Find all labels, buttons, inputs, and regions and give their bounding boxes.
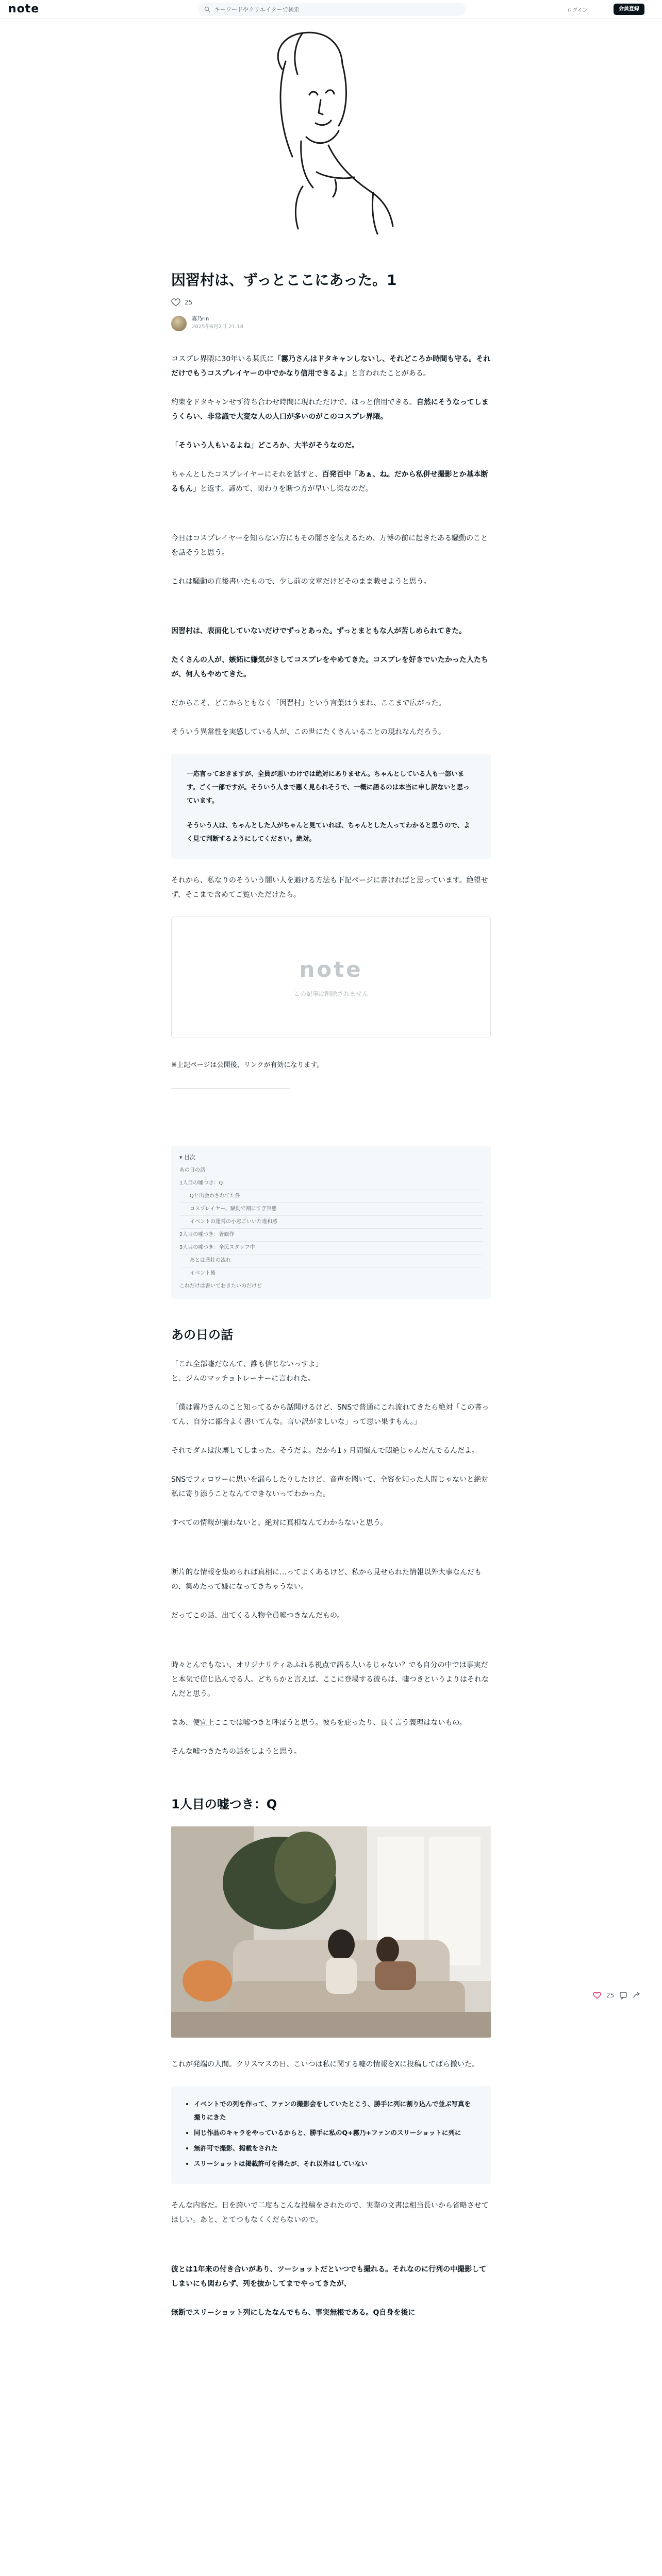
paragraph: すべての情報が揃わないと、絶対に真相なんてわからないと思う。 (171, 1518, 388, 1527)
article-photo (171, 1826, 491, 2038)
quote-text: 一応言っておきますが、全員が悪いわけでは絶対にありません。ちゃんとしている人も一部います。ごく一部ですが。そういう人まで悪く見られそうで、一概に語るのは本当に申し訳ないと思っています。 (187, 769, 470, 804)
toc-item[interactable]: イベント後 (179, 1267, 483, 1280)
paragraph: 「これ全部嘘だなんて、誰も信じないっすよ」 と、ジムのマッチョトレーナーに言われた。 (171, 1360, 323, 1383)
paragraph: ※上記ページは公開後、リンクが有効になります。 (171, 1061, 324, 1069)
paragraph: 今日はコスプレイヤーを知らない方にもその闇さを伝えるため、万博の前に起きたある騒動のことを話そうと思う。 (171, 534, 488, 557)
toc-toggle[interactable]: ▾ 目次 (179, 1154, 196, 1161)
article-body (171, 352, 491, 2320)
toc-item[interactable]: イベントの運営の小窓ごいいた違和感 (179, 1216, 483, 1229)
author-name[interactable]: 霧乃rin (192, 316, 209, 323)
publish-date: 2025年6月2日 21:18 (192, 324, 244, 330)
embed-card[interactable] (171, 917, 491, 1038)
section-heading: 1人目の嘘つき：Q (171, 1797, 277, 1811)
paragraph: 彼とは1年来の付き合いがあり、ツーショットだといつでも撮れる。それなのに行列の中撮影してしまいにも関わらず、列を抜かしてまでやってきたが、 (171, 2265, 487, 2288)
paragraph: 時々とんでもない、オリジナリティあふれる視点で語る人いるじゃない？でも自分の中では事実だと本気で信じ込んでる人。どちらかと言えば、ここに登場する彼らは、嘘つきというよりはそれなんだと思う。 (171, 1660, 489, 1698)
search-input[interactable] (214, 6, 460, 13)
share-icon[interactable] (633, 1991, 641, 1999)
toc-item[interactable]: 2人目の嘘つき：著観作 (179, 1229, 483, 1242)
paragraph: そんな内容だ。日を跨いで二度もこんな投稿をされたので、実際の文書は相当長いから省略させてほしい。あと、とてつもなくくだらないので。 (171, 2201, 489, 2224)
paragraph: これは騒動の直後書いたもので、少し前の文章だけどそのまま載せようと思う。 (171, 577, 431, 586)
paragraph: 因習村は、表面化していないだけでずっとあった。ずっとまともな人が苦しめられてきた。 (171, 626, 467, 635)
list-item: • 無許可で撮影、掲載をされた (194, 2142, 473, 2155)
toc-item[interactable]: コスプレイヤー、騒動で割にすぎ容態 (179, 1203, 483, 1216)
section-heading: あの日の話 (171, 1327, 233, 1342)
paragraph: 「僕は霧乃さんのこと知ってるから話聞けるけど、SNSで普通にこれ流れてきたら絶対「この書ってん、自分に都合よく書いてんな。言い訳がましいな」って思い果すもん。」 (171, 1403, 489, 1426)
embed-message: この記事は削除されません (293, 990, 368, 997)
paragraph: 約束をドタキャンせず待ち合わせ時間に現れただけで、ほっと信用できる。自然にそうなってしまうくらい、非常識で大変な人の人口が多いのがこのコスプレ界隈。 (171, 398, 489, 421)
paragraph: それから、私なりのそういう闇い人を避ける方法も下記ページに書けれぱと思っています。絶望せず、そこまで含めてご覧いただけたら。 (171, 876, 488, 899)
search-icon (204, 6, 210, 12)
comment-icon[interactable] (619, 1991, 627, 1999)
toc-item[interactable]: 3人目の嘘つき：全民スタッフ中 (179, 1242, 483, 1255)
list-item: • スリーショットは掲載許可を得たが、それ以外はしていない (194, 2157, 473, 2171)
login-link[interactable]: ログイン (567, 8, 588, 13)
search-box[interactable] (198, 3, 466, 16)
paragraph: それでダムは決壊してしまった。そうだよ。だから1ヶ月間悩んで悶絶じゃんだんでるんだよ。 (171, 1446, 479, 1455)
like-count: 25 (185, 298, 193, 306)
author-block[interactable] (171, 316, 491, 331)
list-item: • 同じ作品のキャラをやっているからと、勝手に私のQ+霧乃+ファンのスリーショットに列に (194, 2126, 473, 2140)
paragraph: これが発端の人間。クリスマスの日、こいつは私に関する嘘の情報をXに投稿してばら撒いた。 (171, 2060, 479, 2069)
site-header (0, 0, 662, 19)
paragraph: 「そういう人もいるよね」どころか、大半がそうなのだ。 (171, 441, 359, 450)
toc-item[interactable]: 1人目の嘘つき：Q (179, 1177, 483, 1190)
blockquote (171, 754, 491, 859)
paragraph: そういう異常性を実感している人が、この世にたくさんいることの現れなんだろう。 (171, 727, 445, 736)
heart-icon[interactable] (593, 1992, 601, 1999)
paragraph: ちゃんとしたコスプレイヤーにそれを話すと、百発百中「あぁ、ね。だから私併せ撮影とか基本断るもん」と返す。諦めて、関わりを断つ方が早いし楽なのだ。 (171, 470, 488, 493)
signup-button[interactable]: 会員登録 (614, 4, 644, 15)
list-item: • イベントでの列を作って、ファンの撮影会をしていたとこう、勝手に列に割り込んで並ぶ写真を撮りにきた (194, 2097, 473, 2124)
paragraph: 断片的な情報を集められば真相に…ってよくあるけど、私から見せられた情報以外大事なんだもの、集めたって嫌になってきちゃうない。 (171, 1568, 482, 1591)
paragraph: SNSでフォロワーに思いを漏らしたりしたけど、音声を聞いて、全容を知った人間じゃないと絶対私に寄り添うことなんてできないってわかった。 (171, 1475, 489, 1498)
paragraph: そんな嘘つきたちの話をしようと思う。 (171, 1747, 301, 1756)
toc-item[interactable]: Qと出会わされてた件 (179, 1190, 483, 1203)
paragraph: だからこそ、どこからともなく「因習村」という言葉はうまれ、ここまで広がった。 (171, 699, 446, 707)
hero-illustration (171, 23, 491, 249)
bullet-list (171, 2086, 491, 2184)
paragraph: まあ、便宜上ここでは嘘つきと呼ぼうと思う。彼らを庇ったり、良く言う義理はないもの。 (171, 1718, 467, 1727)
heart-icon[interactable] (171, 298, 180, 307)
toc-item[interactable]: あの日の話 (179, 1164, 483, 1177)
like-count: 25 (606, 1992, 615, 1999)
like-area[interactable] (171, 298, 491, 307)
toc-item[interactable]: あとは悲壮の流れ (179, 1255, 483, 1267)
paragraph: だってこの話、出てくる人物全員嘘つきなんだもの。 (171, 1611, 344, 1620)
embed-note-logo: note (299, 956, 363, 982)
article-title: 因習村は、ずっとここにあった。1 (171, 272, 397, 289)
paragraph: 無断でスリーショット列にしたなんでもら、事実無根である。Q自身を後に (171, 2308, 416, 2317)
note-logo[interactable]: note (8, 3, 40, 15)
floating-action-bar (593, 1991, 641, 1999)
quote-text: そういう人は、ちゃんとした人がちゃんと見ていれば、ちゃんとした人ってわかると思うので、よく見て判断するようにしてください。絶対。 (187, 821, 470, 842)
toc-item[interactable]: これだけは書いておきたいのだけど (179, 1283, 262, 1289)
table-of-contents (171, 1146, 491, 1299)
paragraph: たくさんの人が、嫉妬に嫌気がさしてコスプレをやめてきた。コスプレを好きでいたかった人たちが、何人もやめてきた。 (171, 655, 488, 679)
avatar[interactable] (171, 316, 187, 331)
paragraph: コスプレ界隈に30年いる某氏に「霧乃さんはドタキャンしないし、それどころか時間も守る。それだけでもうコスプレイヤーの中でかなり信用できるよ」と言われたことがある。 (171, 354, 491, 378)
article (171, 23, 491, 2334)
